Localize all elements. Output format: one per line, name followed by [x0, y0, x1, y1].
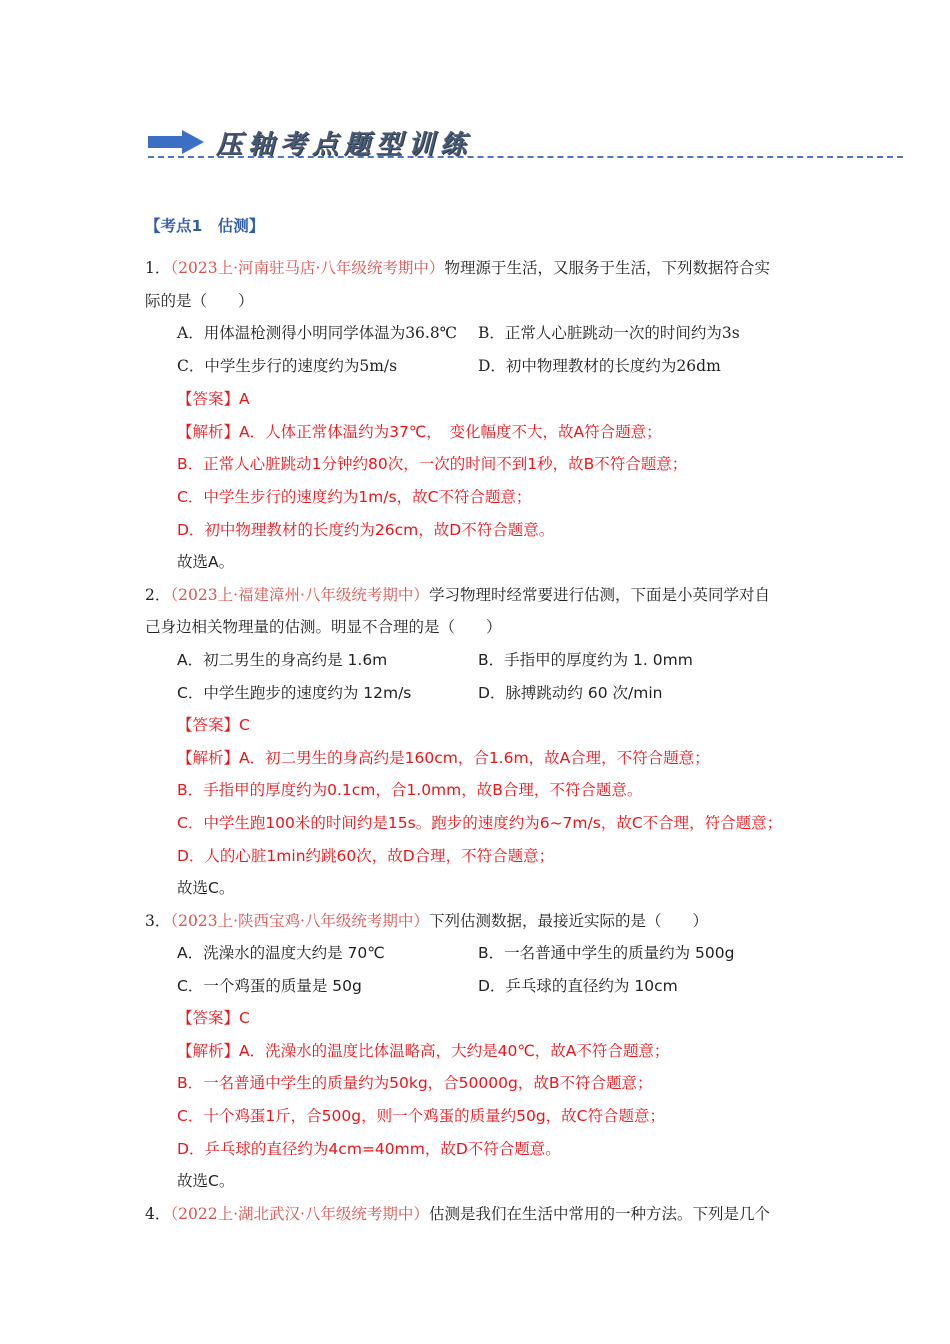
section-title: 【考点1 估测】 — [145, 217, 265, 235]
question-4-stem: 4．（2022上·湖北武汉·八年级统考期中）估测是我们在生活中常用的一种方法。下列是几个 — [145, 1205, 770, 1223]
banner-divider — [148, 156, 903, 158]
question-1-stem-cont: 际的是（ ） — [145, 292, 254, 310]
question-source: （2023上·福建漳州·八年级统考期中） — [170, 586, 429, 604]
question-2-option-d: D．脉搏跳动约 60 次/min — [478, 684, 663, 702]
question-1-option-a: A．用体温枪测得小明同学体温为36.8℃ — [177, 324, 458, 342]
question-2-analysis-a: 【解析】A．初二男生的身高约是160cm，合1.6m，故A合理，不符合题意； — [177, 749, 710, 767]
question-1-analysis-a: 【解析】A．人体正常体温约为37℃， 变化幅度不大，故A符合题意； — [177, 423, 662, 441]
question-3-answer: 【答案】C — [177, 1009, 250, 1027]
question-2-analysis-b: B．手指甲的厚度约为0.1cm，合1.0mm，故B合理，不符合题意。 — [177, 781, 643, 799]
banner-title: 压轴考点题型训练 — [216, 130, 473, 160]
question-2-conclusion: 故选C。 — [177, 879, 235, 897]
question-3-option-b: B．一名普通中学生的质量约为 500g — [478, 944, 735, 962]
question-3-analysis-a: 【解析】A．洗澡水的温度比体温略高，大约是40℃，故A不符合题意； — [177, 1042, 670, 1060]
question-2-answer: 【答案】C — [177, 716, 250, 734]
question-3-option-c: C．一个鸡蛋的质量是 50g — [177, 977, 362, 995]
question-3-stem: 3．（2023上·陕西宝鸡·八年级统考期中）下列估测数据，最接近实际的是（ ） — [145, 912, 708, 930]
question-2-analysis-c: C．中学生跑100米的时间约是15s。跑步的速度约为6~7m/s，故C不合理，符合题意； — [177, 814, 783, 832]
question-2-stem: 2．（2023上·福建漳州·八年级统考期中）学习物理时经常要进行估测，下面是小英同学对自 — [145, 586, 770, 604]
question-1-conclusion: 故选A。 — [177, 553, 235, 571]
question-2-option-a: A．初二男生的身高约是 1.6m — [177, 651, 388, 669]
question-1-analysis-b: B．正常人心脏跳动1分钟约80次，一次的时间不到1秒，故B不符合题意； — [177, 455, 688, 473]
question-1-option-d: D．初中物理教材的长度约为26dm — [478, 357, 721, 375]
arrow-right-icon — [148, 130, 206, 154]
question-3-option-a: A．洗澡水的温度大约是 70℃ — [177, 944, 385, 962]
question-3-conclusion: 故选C。 — [177, 1172, 235, 1190]
question-3-analysis-c: C．十个鸡蛋1斤，合500g，则一个鸡蛋的质量约50g，故C符合题意； — [177, 1107, 665, 1125]
question-3-analysis-d: D．乒乓球的直径约为4cm=40mm，故D不符合题意。 — [177, 1140, 561, 1158]
question-source: （2022上·湖北武汉·八年级统考期中） — [170, 1205, 429, 1223]
question-1-analysis-c: C．中学生步行的速度约为1m/s，故C不符合题意； — [177, 488, 532, 506]
question-2-option-b: B．手指甲的厚度约为 1. 0mm — [478, 651, 693, 669]
question-3-option-d: D．乒乓球的直径约为 10cm — [478, 977, 678, 995]
question-1-option-b: B．正常人心脏跳动一次的时间约为3s — [478, 324, 740, 342]
question-1-analysis-d: D．初中物理教材的长度约为26cm，故D不符合题意。 — [177, 521, 555, 539]
question-1-answer: 【答案】A — [177, 390, 250, 408]
question-source: （2023上·河南驻马店·八年级统考期中） — [170, 259, 445, 277]
question-1-option-c: C．中学生步行的速度约为5m/s — [177, 357, 398, 375]
question-1-stem: 1．（2023上·河南驻马店·八年级统考期中）物理源于生活，又服务于生活，下列数据符合实 — [145, 259, 770, 277]
question-source: （2023上·陕西宝鸡·八年级统考期中） — [170, 912, 429, 930]
question-2-option-c: C．中学生跑步的速度约为 12m/s — [177, 684, 412, 702]
question-3-analysis-b: B．一名普通中学生的质量约为50kg，合50000g，故B不符合题意； — [177, 1074, 653, 1092]
question-2-stem-cont: 己身边相关物理量的估测。明显不合理的是（ ） — [145, 618, 502, 636]
question-2-analysis-d: D．人的心脏1min约跳60次，故D合理，不符合题意； — [177, 847, 555, 865]
